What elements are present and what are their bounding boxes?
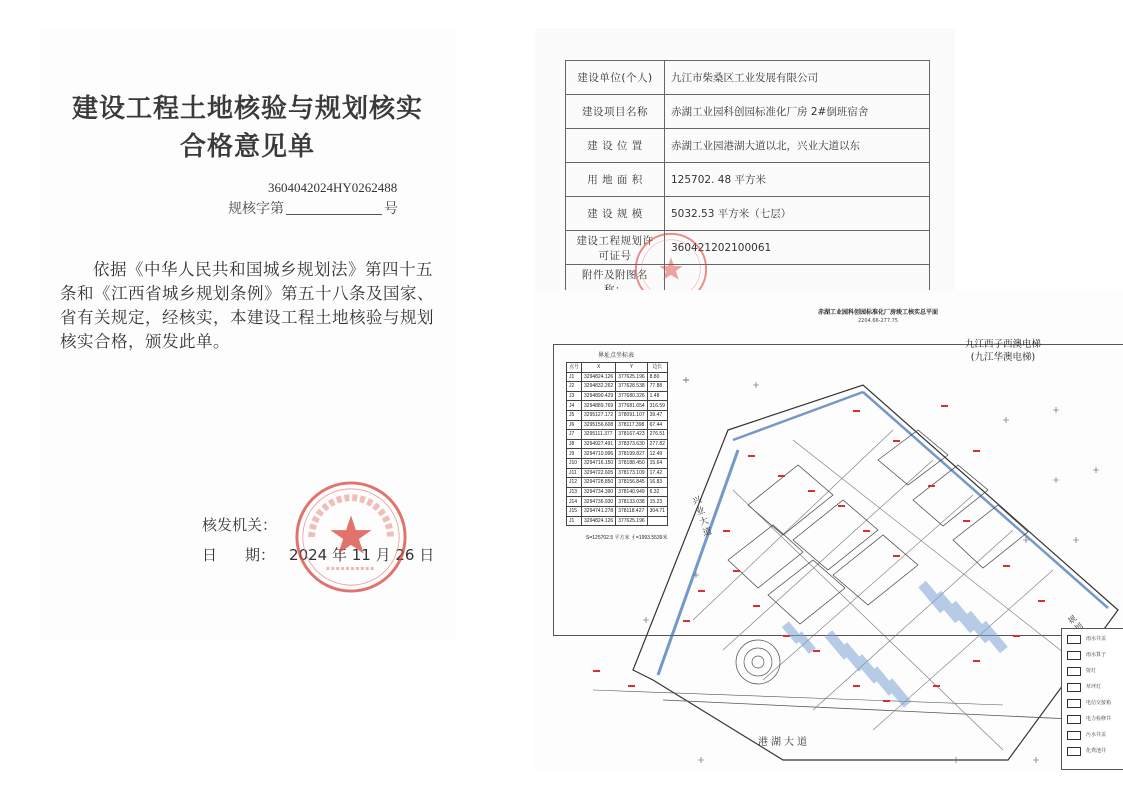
cell: 15.64 [647,458,667,468]
table-row [567,420,668,430]
certificate-title: 建设工程土地核验与规划核实 [71,94,423,124]
date-label-2: 期： [245,546,276,564]
legend-item: 草坪灯 [1064,681,1123,693]
column-header: X [582,363,616,373]
cell: 377625.196 [616,516,647,526]
plan-title: 赤湖工业园科创园标准化厂房竣工核实总平面 [818,309,939,316]
cell: 3294736.930 [582,497,616,507]
cell: J13 [567,487,582,497]
row-label: 建设项目名称 [566,95,665,129]
cell: 378199.827 [616,449,647,459]
table-row [567,468,668,478]
cell: 3294824.126 [582,372,616,382]
cell: 378373.630 [616,439,647,449]
telecom-box-icon [1067,699,1081,708]
legend-item: 污水井盖 [1064,729,1123,741]
cell: 3294927.491 [582,439,616,449]
cell: 316.59 [647,401,667,411]
cell: 6.32 [647,487,667,497]
cell: 8.80 [647,372,667,382]
table-row [567,506,668,516]
cell: J12 [567,478,582,488]
table-row [567,439,668,449]
cell: 378091.107 [616,410,647,420]
cell: 377680.326 [616,391,647,401]
column-header: 边长 [647,363,667,373]
neighbor-label [965,338,1041,364]
cell: J15 [567,506,582,516]
storm-cover-icon [1067,635,1081,644]
table-row [567,497,668,507]
cell: 377625.196 [616,372,647,382]
parking-areas [782,581,1008,708]
cell: J5 [567,410,582,420]
cell: 377681.654 [616,401,647,411]
storm-grate-icon [1067,651,1081,660]
power-well-icon [1067,715,1081,724]
legend-item: 雨水井盖 [1064,633,1123,645]
cell: 15.23 [647,497,667,507]
table-row [566,129,930,163]
road-south-edge-2 [593,690,1003,705]
legend-item: 化粪池井 [1064,745,1123,757]
row-label: 建 设 位 置 [566,129,665,163]
table-row [566,231,930,265]
cell: 378118.427 [616,506,647,516]
cell: J10 [567,458,582,468]
cell: 3294716.150 [582,458,616,468]
row-label: 建设单位(个人) [566,61,665,95]
coords-caption: 界址点坐标表 [598,352,635,359]
cell: 378156.845 [616,478,647,488]
survey-crosses [643,377,1099,763]
cell: 3295127.172 [582,410,616,420]
legend-item: 射灯 [1064,665,1123,677]
table-row [567,487,668,497]
cell: 378133.038 [616,497,647,507]
table-row [566,197,930,231]
row-label: 用 地 面 积 [566,163,665,197]
cell: 16.83 [647,478,667,488]
table-row [566,95,930,129]
cell: 3295111.377 [582,430,616,440]
table-row [567,458,668,468]
cell: 3294734.390 [582,487,616,497]
row-value: 赤湖工业园科创园标准化厂房 2#倒班宿舍 [665,95,930,129]
sewer-cover-icon [1067,731,1081,740]
cell: J9 [567,449,582,459]
issuer-label: 核发机关： [202,516,278,534]
neighbor-label-2: (九江华澳电梯) [970,352,1036,363]
road-west [658,450,738,675]
column-header: 点号 [567,363,582,373]
cell: 1.48 [647,391,667,401]
row-value: 赤湖工业园港湖大道以北，兴业大道以东 [665,129,930,163]
table-row [567,401,668,411]
road-west-label: 兴业大道 [691,495,714,539]
cell: 67.44 [647,420,667,430]
cell: 12.49 [647,449,667,459]
road-north [733,392,863,440]
table-row [567,410,668,420]
cell: 3294890.429 [582,391,616,401]
cell: 3295156.608 [582,420,616,430]
approval-certificate [40,30,455,640]
boundary-coordinates-table [566,362,668,526]
cell: 3294889.769 [582,401,616,411]
cell: 17.42 [647,468,667,478]
cell: 3294728.850 [582,478,616,488]
cell: 304.71 [647,506,667,516]
table-row [567,478,668,488]
cell: 377628.538 [616,382,647,392]
certificate-subtitle: 合格意见单 [179,132,315,162]
table-row [566,61,930,95]
row-label: 建 设 规 模 [566,197,665,231]
plan-legend [1061,628,1123,770]
serial-number: 3604042024HY0262488 [268,180,398,195]
cell: 378188.450 [616,458,647,468]
table-row [567,449,668,459]
site-plan-sheet [533,290,1123,770]
road-south-edge [663,700,1093,720]
septic-well-icon [1067,747,1081,756]
cell: J8 [567,439,582,449]
cell: J7 [567,430,582,440]
row-value: 360421202100061 [665,231,930,265]
spotlight-icon [1067,667,1081,676]
cell: 3294832.262 [582,382,616,392]
table-header-row [567,363,668,373]
table-row [566,163,930,197]
date-value: 2024 年 11 月 26 日 [289,546,435,564]
road-east [863,392,1108,608]
row-label: 建设工程规划许可证号 [566,231,665,265]
ref-blank [286,201,382,215]
cell: 39.47 [647,410,667,420]
row-label: 附件及附图名 [566,265,665,299]
cell: 3294824.126 [582,516,616,526]
road-south-label: 港湖大道 [758,737,810,748]
neighbor-label-1: 九江西子西澳电梯 [965,339,1042,350]
table-row [567,372,668,382]
entrance-plaza [736,640,780,684]
reference-number-line [228,198,398,218]
table-row [567,391,668,401]
row-value: 125702. 48 平方米 [665,163,930,197]
project-info-sheet [535,28,955,293]
table-row [567,516,668,526]
lawn-light-icon [1067,683,1081,692]
cell: 378117.398 [616,420,647,430]
cell: 3294741.278 [582,506,616,516]
row-value: 九江市柴桑区工业发展有限公司 [665,61,930,95]
building-blocks [728,430,1028,624]
plan-subtitle: 2204.66-277.75 [858,318,898,324]
legend-item: 电信交接箱 [1064,697,1123,709]
official-seal-stamp [292,478,410,596]
date-label-1: 日 [202,546,218,564]
ref-suffix: 号 [384,201,398,217]
coords-area-total: S=125702.5 平方米 ∮=1993.5539米 [586,535,668,541]
ref-prefix: 规核字第 [228,201,284,217]
project-info-table [565,60,930,299]
road-east-label: 规划路 [1066,613,1079,626]
legend-item: 雨水算子 [1064,649,1123,661]
cell: J3 [567,391,582,401]
cell: 3294722.605 [582,468,616,478]
cell: 77.88 [647,382,667,392]
cell: 3294710.996 [582,449,616,459]
certificate-body: 依据《中华人民共和国城乡规划法》第四十五条和《江西省城乡规划条例》第五十八条及国家、省有关规定，经核实，本建设工程土地核验与规划核实合格，颁发此单。 [60,260,434,351]
cell: J11 [567,468,582,478]
cell: J2 [567,382,582,392]
cell: J6 [567,420,582,430]
cell: J1 [567,372,582,382]
cell: J4 [567,401,582,411]
table-row [567,430,668,440]
row-value: 5032.53 平方米（七层） [665,197,930,231]
cell: J1 [567,516,582,526]
site-boundary [633,385,1118,760]
cell: 378173.109 [616,468,647,478]
cell: 378140.949 [616,487,647,497]
cell: 277.82 [647,439,667,449]
column-header: Y [616,363,647,373]
legend-item: 电力检修井 [1064,713,1123,725]
cell: 378167.423 [616,430,647,440]
cell: J14 [567,497,582,507]
cell: 276.51 [647,430,667,440]
table-row [567,382,668,392]
cell [647,516,667,526]
